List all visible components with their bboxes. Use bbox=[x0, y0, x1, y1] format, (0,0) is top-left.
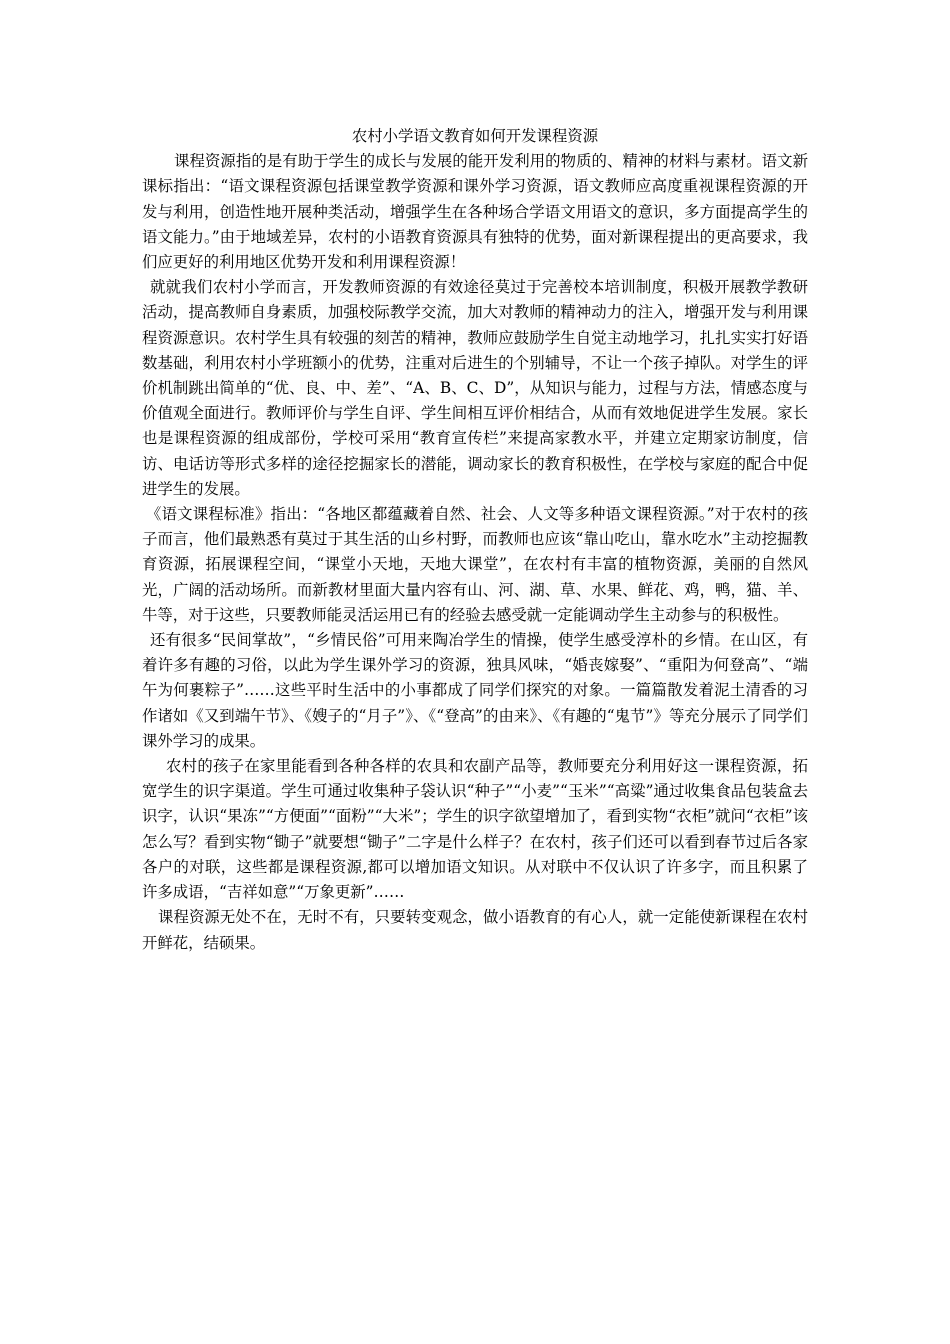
paragraph-3: 《语文课程标准》指出：“各地区都蕴藏着自然、社会、人文等多种语文课程资源。”对于农村的孩子而言，他们最熟悉有莫过于其生活的山乡村野，而教师也应该“靠山吃山，靠水吃水”主动挖掘教育资源，拓展课程空间，“课堂小天地，天地大课堂”，在农村有丰富的植物资源，美丽的自然风光，广阔的活动场所。而新教材里面大量内容有山、河、湖、草、水果、鲜花、鸡，鸭，猫、羊、牛等，对于这些，只要教师能灵活运用已有的经验去感受就一定能调动学生主动参与的积极性。 bbox=[142, 505, 808, 624]
document-page bbox=[142, 124, 808, 956]
paragraph-5: 农村的孩子在家里能看到各种各样的农具和农副产品等，教师要充分利用好这一课程资源，拓宽学生的识字渠道。学生可通过收集种子袋认识“种子”“小麦”“玉米”“高粱”通过收集食品包装盒去识字，认识“果冻”“方便面”“面粉”“大米”；学生的识字欲望增加了，看到实物“衣柜”就问“衣柜”该怎么写？看到实物“锄子”就要想“锄子”二字是什么样子？在农村，孩子们还可以看到春节过后各家各户的对联，这些都是课程资源,都可以增加语文知识。从对联中不仅认识了许多字，而且积累了许多成语，“吉祥如意”“万象更新”…… bbox=[142, 757, 808, 902]
paragraph-2: 就就我们农村小学而言，开发教师资源的有效途径莫过于完善校本培训制度，积极开展教学教研活动，提高教师自身素质，加强校际教学交流，加大对教师的精神动力的注入，增强开发与利用课程资源意识。农村学生具有较强的刻苦的精神，教师应鼓励学生自觉主动地学习，扎扎实实打好语数基础，利用农村小学班额小的优势，注重对后进生的个别辅导，不让一个孩子掉队。对学生的评价机制跳出简单的“优、良、中、差”、“A、B、C、D”，从知识与能力，过程与方法，情感态度与价值观全面进行。教师评价与学生自评、学生间相互评价相结合，从而有效地促进学生发展。家长也是课程资源的组成部份，学校可采用“教育宣传栏”来提高家教水平，并建立定期家访制度，信访、电话访等形式多样的途径挖掘家长的潜能，调动家长的教育积极性，在学校与家庭的配合中促进学生的发展。 bbox=[142, 278, 808, 498]
paragraph-6: 课程资源无处不在，无时不有，只要转变观念，做小语教育的有心人，就一定能使新课程在农村开鲜花，结硕果。 bbox=[142, 908, 808, 952]
paragraph-1: 课程资源指的是有助于学生的成长与发展的能开发利用的物质的、精神的材料与素材。语文新课标指出：“语文课程资源包括课堂教学资源和课外学习资源，语文教师应高度重视课程资源的开发与利用，创造性地开展种类活动，增强学生在各种场合学语文用语文的意识，多方面提高学生的语文能力。”由于地域差异，农村的小语教育资源具有独特的优势，面对新课程提出的更高要求，我们应更好的利用地区优势开发和利用课程资源！ bbox=[142, 152, 808, 272]
paragraph-4: 还有很多“民间掌故”，“乡情民俗”可用来陶冶学生的情操，使学生感受淳朴的乡情。在山区，有着许多有趣的习俗，以此为学生课外学习的资源，独具风味，“婚丧嫁娶”、“重阳为何登高”、“端午为何裹粽子”……这些平时生活中的小事都成了同学们探究的对象。一篇篇散发着泥土清香的习作诸如《又到端午节》、《嫂子的“月子”》、《“登高”的由来》、《有趣的“鬼节”》等充分展示了同学们课外学习的成果。 bbox=[142, 631, 808, 750]
document-title: 农村小学语文教育如何开发课程资源 bbox=[351, 127, 599, 145]
